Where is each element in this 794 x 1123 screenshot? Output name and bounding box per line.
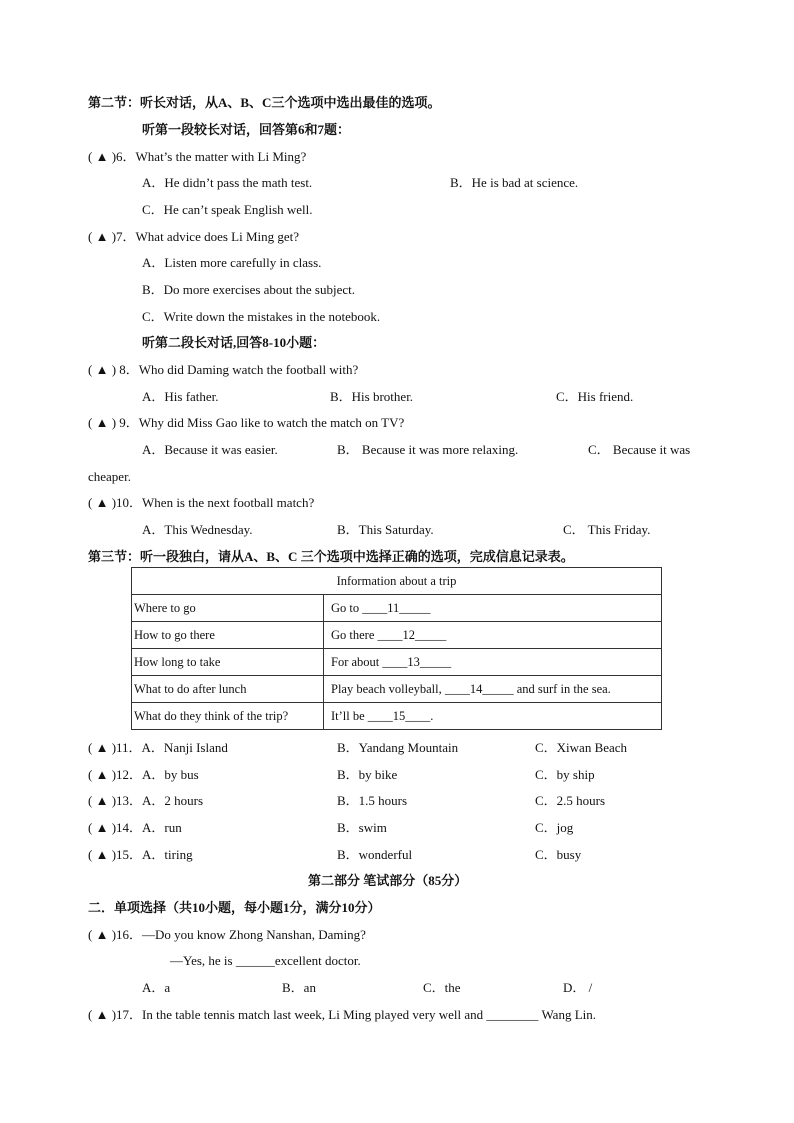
- question-16-option-d: D． /: [563, 980, 593, 995]
- question-17-stem: ( ▲ )17．In the table tennis match last week, Li Ming played very well and ________ Wang Lin.: [88, 1007, 596, 1022]
- question-8-option-c: C．His friend.: [556, 389, 634, 404]
- table-row-value: It’ll be ____15____.: [324, 703, 662, 730]
- single-choice-section-title: 二．单项选择（共10小题，每小题1分，满分10分）: [88, 900, 381, 915]
- question-15-option-c: C．busy: [535, 847, 582, 862]
- table-row-value: Go there ____12_____: [324, 622, 662, 649]
- table-row-label: Where to go: [132, 595, 324, 622]
- question-16-stem: ( ▲ )16．—Do you know Zhong Nanshan, Daming?: [88, 927, 366, 942]
- table-row-label: How to go there: [132, 622, 324, 649]
- table-row-label: How long to take: [132, 649, 324, 676]
- question-8-option-a: A．His father.: [142, 389, 219, 404]
- question-7-option-c: C．Write down the mistakes in the notebook.: [142, 309, 381, 324]
- question-14-option-b: B．swim: [337, 820, 387, 835]
- question-9-option-a: A．Because it was easier.: [142, 442, 278, 457]
- question-7-stem: ( ▲ )7．What advice does Li Ming get?: [88, 229, 300, 244]
- question-8-option-b: B．His brother.: [330, 389, 414, 404]
- table-row: [132, 649, 662, 676]
- part-2-title: 第二部分 笔试部分（85分）: [308, 873, 468, 888]
- question-16-option-a: A．a: [142, 980, 171, 995]
- question-13-option-b: B．1.5 hours: [337, 793, 408, 808]
- conversation-1-title: 听第一段较长对话，回答第6和7题：: [142, 122, 351, 137]
- question-11-option-b: B．Yandang Mountain: [337, 740, 459, 755]
- question-7-option-a: A．Listen more carefully in class.: [142, 255, 322, 270]
- question-15-stem: ( ▲ )15．A．tiring: [88, 847, 193, 862]
- question-16-option-b: B．an: [282, 980, 316, 995]
- question-11-option-c: C．Xiwan Beach: [535, 740, 628, 755]
- question-16-response: —Yes, he is ______excellent doctor.: [170, 953, 361, 968]
- question-9-option-c: C． Because it was: [588, 442, 691, 457]
- section-title: 第二节：听长对话，从A、B、C三个选项中选出最佳的选项。: [88, 95, 441, 110]
- question-10-option-b: B．This Saturday.: [337, 522, 434, 537]
- question-14-stem: ( ▲ )14．A．run: [88, 820, 182, 835]
- question-12-stem: ( ▲ )12．A．by bus: [88, 767, 199, 782]
- question-6-option-b: B．He is bad at science.: [450, 175, 579, 190]
- question-10-option-c: C． This Friday.: [563, 522, 651, 537]
- question-9-stem: ( ▲ ) 9．Why did Miss Gao like to watch the match on TV?: [88, 415, 405, 430]
- question-10-option-a: A．This Wednesday.: [142, 522, 253, 537]
- question-16-option-c: C．the: [423, 980, 461, 995]
- question-13-stem: ( ▲ )13．A．2 hours: [88, 793, 204, 808]
- question-15-option-b: B．wonderful: [337, 847, 413, 862]
- question-12-option-b: B．by bike: [337, 767, 398, 782]
- section-3-title: 第三节：听一段独白，请从A、B、C 三个选项中选择正确的选项，完成信息记录表。: [88, 549, 574, 564]
- question-9-option-c-continued: cheaper.: [88, 469, 131, 484]
- question-6-stem: ( ▲ )6．What’s the matter with Li Ming?: [88, 149, 307, 164]
- table-row-value: For about ____13_____: [324, 649, 662, 676]
- table-row-value: Go to ____11_____: [324, 595, 662, 622]
- table-row-value: Play beach volleyball, ____14_____ and surf in the sea.: [324, 676, 662, 703]
- question-12-option-c: C．by ship: [535, 767, 595, 782]
- table-header: Information about a trip: [132, 568, 662, 595]
- trip-information-table: [131, 567, 662, 730]
- question-6-option-c: C．He can’t speak English well.: [142, 202, 313, 217]
- question-10-stem: ( ▲ )10．When is the next football match?: [88, 495, 315, 510]
- question-9-option-b: B． Because it was more relaxing.: [337, 442, 519, 457]
- table-header-row: [132, 568, 662, 595]
- table-row-label: What do they think of the trip?: [132, 703, 324, 730]
- question-6-option-a: A．He didn’t pass the math test.: [142, 175, 313, 190]
- table-row: [132, 622, 662, 649]
- question-13-option-c: C．2.5 hours: [535, 793, 606, 808]
- question-8-stem: ( ▲ ) 8．Who did Daming watch the football with?: [88, 362, 359, 377]
- table-row: [132, 703, 662, 730]
- conversation-2-title: 听第二段长对话,回答8-10小题：: [142, 335, 326, 350]
- table-row-label: What to do after lunch: [132, 676, 324, 703]
- table-row: [132, 676, 662, 703]
- question-11-stem: ( ▲ )11．A．Nanji Island: [88, 740, 228, 755]
- table-row: [132, 595, 662, 622]
- question-14-option-c: C．jog: [535, 820, 574, 835]
- question-7-option-b: B．Do more exercises about the subject.: [142, 282, 355, 297]
